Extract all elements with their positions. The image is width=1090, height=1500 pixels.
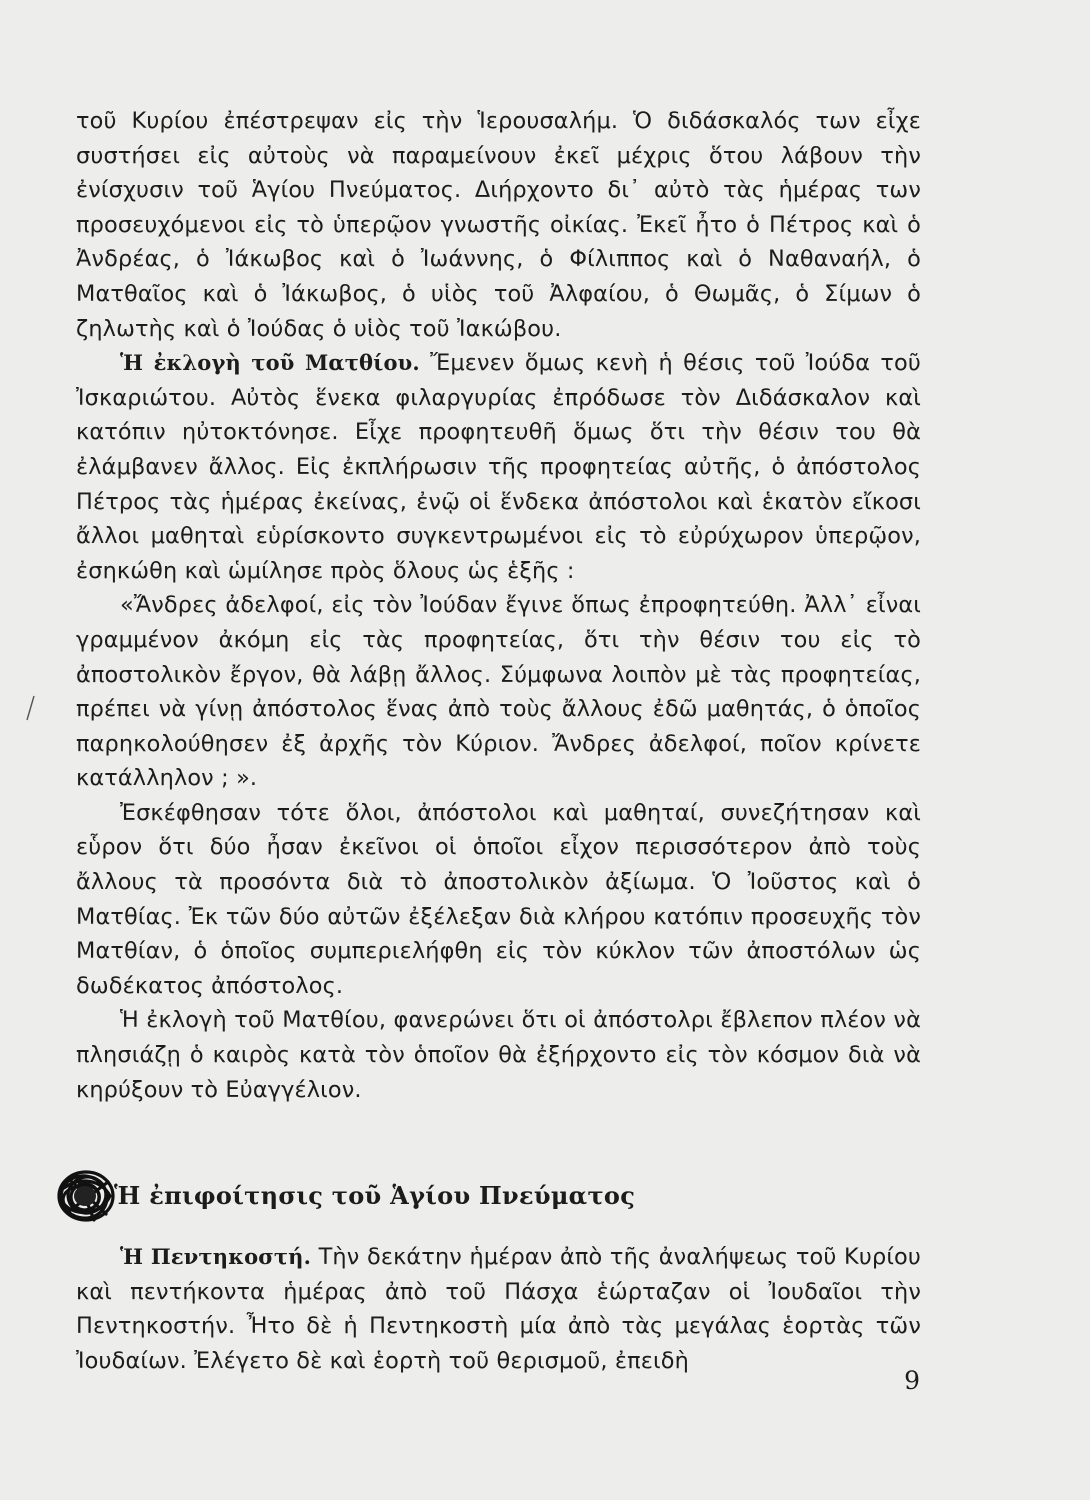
main-text-block (76, 104, 921, 1107)
paragraph-election-of-matthias (76, 346, 921, 588)
paragraph-conclusion-text: Ἡ ἐκλογὴ τοῦ Ματθίου, φανερώνει ὅτι οἱ ἀπόστολρι ἔβλεπον πλέον νὰ πλησιάζῃ ὁ καιρὸς κατὰ τὸν ὁποῖον θὰ ἐξήρχοντο εἰς τὸν κόσμον διὰ νὰ κηρύξουν τὸ Εὐαγγέλιον. (76, 1007, 921, 1103)
paragraph-election-text: Ἔμενεν ὅμως κενὴ ἡ θέσις τοῦ Ἰούδα τοῦ Ἰσκαριώτου. Αὐτὸς ἕνεκα φιλαργυρίας ἐπρόδωσε τὸν Διδάσκαλον καὶ κατόπιν ηὐτοκτόνησε. Εἶχε προφητευθῆ ὅμως ὅτι τὴν θέσιν του θὰ ἐλάμβανεν ἄλλος. Εἰς ἐκπλήρωσιν τῆς προφητείας αὐτῆς, ὁ ἀπόστολος Πέτρος τὰς ἡμέρας ἐκείνας, ἐνῷ οἱ ἕνδεκα ἀπόστολοι καὶ ἑκατὸν εἴκοσι ἄλλοι μαθηταὶ εὑρίσκοντο συγκεντρωμένοι εἰς τὸ εὐρύχωρον ὑπερῷον, ἐσηκώθη καὶ ὡμίλησε πρὸς ὅλους ὡς ἑξῆς : (76, 350, 921, 584)
paragraph-intro (76, 104, 921, 346)
paragraph-pentecost-text: Τὴν δεκάτην ἡμέραν ἀπὸ τῆς ἀναλήψεως τοῦ Κυρίου καὶ πεντήκοντα ἡμέρας ἀπὸ τοῦ Πάσχα ἑώρταζαν οἱ Ἰουδαῖοι τὴν Πεντηκοστήν. Ἦτο δὲ ἡ Πεντηκοστὴ μία ἀπὸ τὰς μεγάλας ἑορτὰς τῶν Ἰουδαίων. Ἐλέγετο δὲ καὶ ἑορτὴ τοῦ θερισμοῦ, ἐπειδὴ (76, 1244, 922, 1374)
paragraph-pentecost (76, 1240, 921, 1378)
paragraph-conclusion (76, 1003, 921, 1107)
stray-pencil-mark (24, 694, 38, 722)
subheading-election: Ἡ ἐκλογὴ τοῦ Ματθίου. (120, 350, 420, 376)
ink-scribble-mark (50, 1166, 120, 1226)
paragraph-deliberation (76, 796, 921, 1004)
paragraph-intro-text: τοῦ Κυρίου ἐπέστρεψαν εἰς τὴν Ἱερουσαλήμ. Ὁ διδάσκαλός των εἶχε συστήσει εἰς αὐτοὺς νὰ παραμείνουν ἐκεῖ μέχρις ὅτου λάβουν τὴν ἐνίσχυσιν τοῦ Ἁγίου Πνεύματος. Διήρχοντο δι᾿ αὐτὸ τὰς ἡμέρας των προσευχόμενοι εἰς τὸ ὑπερῷον γνωστῆς οἰκίας. Ἐκεῖ ἦτο ὁ Πέτρος καὶ ὁ Ἀνδρέας, ὁ Ἰάκωβος καὶ ὁ Ἰωάννης, ὁ Φίλιππος καὶ ὁ Ναθαναήλ, ὁ Ματθαῖος καὶ ὁ Ἰάκωβος, ὁ υἱὸς τοῦ Ἀλφαίου, ὁ Θωμᾶς, ὁ Σίμων ὁ ζηλωτὴς καὶ ὁ Ἰούδας ὁ υἱὸς τοῦ Ἰακώβου. (76, 108, 921, 342)
subheading-pentecost: Ἡ Πεντηκοστή. (120, 1244, 312, 1269)
paragraph-peter-speech-text: «Ἄνδρες ἀδελφοί, εἰς τὸν Ἰούδαν ἔγινε ὅπως ἐπροφητεύθη. Ἀλλ᾿ εἶναι γραμμένον ἀκόμη εἰς τὰς προφητείας, ὅτι τὴν θέσιν του εἰς τὸ ἀποστολικὸν ἔργον, θὰ λάβῃ ἄλλος. Σύμφωνα λοιπὸν μὲ τὰς προφητείας, πρέπει νὰ γίνῃ ἀπόστολος ἕνας ἀπὸ τοὺς ἄλλους ἐδῶ μαθητάς, ὁ ὁποῖος παρηκολούθησεν ἐξ ἀρχῆς τὸν Κύριον. Ἄνδρες ἀδελφοί, ποῖον κρίνετε κατάλληλον ; ». (76, 592, 921, 792)
section-title-text: Ἡ ἐπιφοίτησις τοῦ Ἁγίου Πνεύματος (114, 1181, 636, 1210)
page-number: 9 (904, 1366, 920, 1395)
paragraph-peter-speech (76, 588, 921, 796)
section-heading (76, 1166, 921, 1226)
book-page (76, 104, 921, 1494)
section-text-block (76, 1240, 921, 1378)
paragraph-deliberation-text: Ἐσκέφθησαν τότε ὅλοι, ἀπόστολοι καὶ μαθηταί, συνεζήτησαν καὶ εὗρον ὅτι δύο ἦσαν ἐκεῖνοι οἱ ὁποῖοι εἶχον περισσότερον ἀπὸ τοὺς ἄλλους τὰ προσόντα διὰ τὸ ἀποστολικὸν ἀξίωμα. Ὁ Ἰοῦστος καὶ ὁ Ματθίας. Ἐκ τῶν δύο αὐτῶν ἐξέλεξαν διὰ κλήρου κατόπιν προσευχῆς τὸν Ματθίαν, ὁ ὁποῖος συμπεριελήφθη εἰς τὸν κύκλον τῶν ἀποστόλων ὡς δωδέκατος ἀπόστολος. (76, 799, 921, 999)
